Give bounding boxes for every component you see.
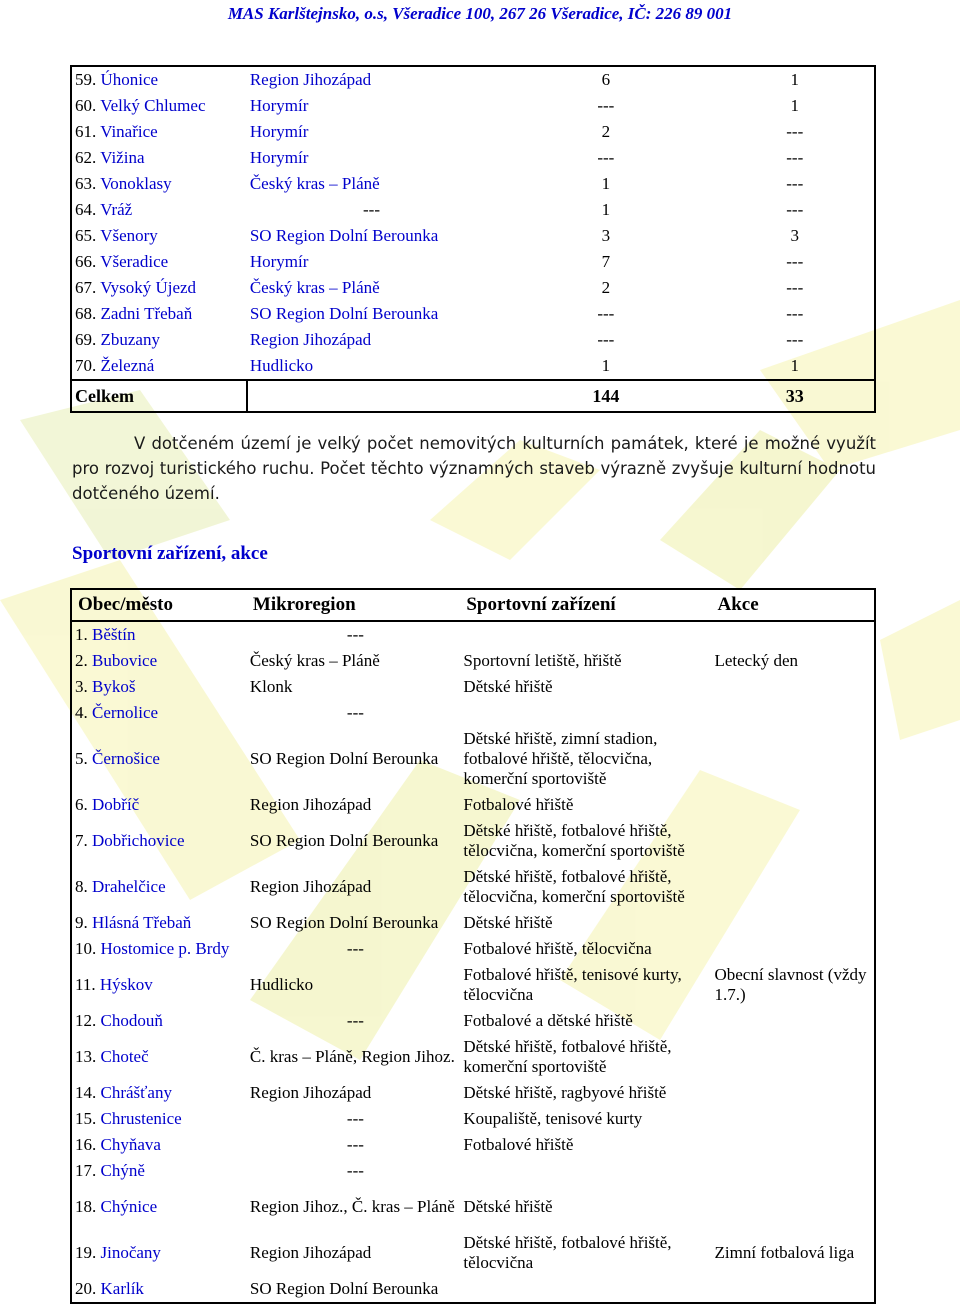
facilities-cell: Koupaliště, tenisové kurty (463, 1109, 643, 1128)
table-row (71, 275, 875, 301)
microregion-cell: --- (346, 1161, 364, 1180)
municipality-cell (71, 1230, 247, 1276)
municipality-name: Chrášťany (100, 1083, 172, 1102)
table-row (71, 1080, 875, 1106)
table-row (71, 353, 875, 380)
table-row (71, 171, 875, 197)
municipality-cell (71, 1034, 247, 1080)
count-b-cell: 1 (790, 356, 799, 375)
events-cell (711, 792, 875, 818)
events-cell: Obecní slavnost (vždy 1.7.) (714, 965, 867, 1004)
table-row (71, 145, 875, 171)
microregion-cell: SO Region Dolní Berounka (249, 1279, 439, 1298)
facilities-cell: Dětské hřiště, fotbalové hřiště, tělocvična, komerční sportoviště (463, 821, 685, 860)
municipality-name: Velký Chlumec (100, 96, 206, 115)
row-number: 2. (75, 651, 88, 670)
facilities-cell (460, 621, 711, 648)
count-a-cell: 3 (601, 226, 611, 245)
row-number: 64. (75, 200, 97, 219)
row-number: 16. (75, 1135, 97, 1154)
municipality-cell (71, 327, 247, 353)
events-cell (711, 1158, 875, 1184)
count-a-cell: 1 (601, 356, 611, 375)
row-number: 70. (75, 356, 97, 375)
municipality-name: Dobřichovice (92, 831, 185, 850)
row-number: 5. (75, 749, 88, 768)
facilities-cell: Fotbalové hřiště, tělocvična (463, 939, 652, 958)
row-number: 17. (75, 1161, 97, 1180)
municipality-cell (71, 275, 247, 301)
facilities-cell: Dětské hřiště, fotbalové hřiště, tělocvična, komerční sportoviště (463, 867, 685, 906)
row-number: 60. (75, 96, 97, 115)
row-number: 59. (75, 70, 97, 89)
facilities-cell: Dětské hřiště, fotbalové hřiště, komerční sportoviště (463, 1037, 672, 1076)
facilities-cell: Dětské hřiště, fotbalové hřiště, tělocvična (463, 1233, 672, 1272)
count-b-cell: --- (786, 122, 804, 141)
row-number: 9. (75, 913, 88, 932)
municipality-name: Chyňava (100, 1135, 161, 1154)
events-cell (711, 1276, 875, 1303)
row-number: 10. (75, 939, 97, 958)
microregion-cell: --- (346, 939, 364, 958)
municipality-cell (71, 301, 247, 327)
table-row (71, 818, 875, 864)
count-a-cell: 7 (601, 252, 611, 271)
section-heading: Sportovní zařízení, akce (72, 543, 268, 564)
municipality-cell (71, 119, 247, 145)
count-b-cell: --- (786, 330, 804, 349)
facilities-cell: Dětské hřiště (463, 677, 553, 696)
events-cell (711, 1008, 875, 1034)
municipality-name: Bykoš (92, 677, 136, 696)
events-cell: Letecký den (714, 651, 799, 670)
municipality-name: Černolice (92, 703, 159, 722)
microregion-cell: Region Jihozápad (249, 70, 372, 89)
table-row (71, 936, 875, 962)
microregion-cell: Český kras – Pláně (249, 174, 380, 193)
count-b-cell: 1 (790, 96, 799, 115)
page-header: MAS Karlštejnsko, o.s, Všeradice 100, 267 26 Všeradice, IČ: 226 89 001 (227, 4, 733, 23)
microregion-cell: --- (346, 1011, 364, 1030)
count-a-cell: --- (597, 304, 615, 323)
row-number: 6. (75, 795, 88, 814)
municipality-cell (71, 1276, 247, 1303)
paragraph-text: V dotčeném území je velký počet nemovitých kulturních památek, které je možné využít pro rozvoj turistického ruchu. Počet těchto významných staveb výrazně zvyšuje kulturní hodnotu dotčeného území. (72, 434, 876, 503)
table-header-row (71, 589, 875, 621)
microregion-cell: SO Region Dolní Berounka (249, 913, 439, 932)
microregion-cell: --- (363, 200, 380, 219)
microregion-cell: SO Region Dolní Berounka (249, 749, 439, 768)
total-value-b: 33 (715, 380, 875, 412)
row-number: 7. (75, 831, 88, 850)
table-row (71, 864, 875, 910)
microregion-cell: Český kras – Pláně (249, 278, 380, 297)
microregion-cell: SO Region Dolní Berounka (249, 831, 439, 850)
table-row (71, 700, 875, 726)
microregion-cell: Region Jihozápad (249, 1083, 372, 1102)
facilities-cell: Fotbalové hřiště (463, 795, 574, 814)
col-header-facilities: Sportovní zařízení (460, 589, 711, 621)
microregion-cell: Hudlicko (249, 975, 314, 994)
municipality-name: Hýskov (99, 975, 153, 994)
municipality-name: Karlík (100, 1279, 144, 1298)
row-number: 11. (75, 975, 96, 994)
row-number: 20. (75, 1279, 97, 1298)
microregion-cell: --- (346, 703, 364, 722)
row-number: 3. (75, 677, 88, 696)
table-row (71, 301, 875, 327)
municipality-name: Chrustenice (100, 1109, 182, 1128)
table-row (71, 792, 875, 818)
municipality-cell (71, 197, 247, 223)
municipality-cell (71, 1132, 247, 1158)
count-b-cell: --- (786, 278, 804, 297)
col-header-events: Akce (711, 589, 875, 621)
col-header-microregion: Mikroregion (247, 589, 460, 621)
count-b-cell: --- (786, 252, 804, 271)
row-number: 65. (75, 226, 97, 245)
municipality-name: Drahelčice (92, 877, 166, 896)
municipality-name: Vráž (100, 200, 133, 219)
microregion-cell: Region Jihoz., Č. kras – Pláně (249, 1197, 455, 1216)
microregion-cell: Region Jihozápad (249, 877, 372, 896)
municipality-name: Dobříč (92, 795, 140, 814)
table-row (71, 223, 875, 249)
municipality-cell (71, 1184, 247, 1230)
table-row (71, 1184, 875, 1230)
events-cell (711, 910, 875, 936)
municipality-name: Chýně (100, 1161, 145, 1180)
sports-table (70, 588, 876, 1304)
table-row (71, 1008, 875, 1034)
municipality-name: Úhonice (100, 70, 159, 89)
municipality-cell (71, 648, 247, 674)
table-row (71, 1276, 875, 1303)
municipality-name: Hlásná Třebaň (92, 913, 192, 932)
row-number: 67. (75, 278, 97, 297)
microregion-cell: Region Jihozápad (249, 795, 372, 814)
row-number: 4. (75, 703, 88, 722)
row-number: 63. (75, 174, 97, 193)
row-number: 62. (75, 148, 97, 167)
microregion-cell: Horymír (249, 122, 309, 141)
events-cell (711, 1106, 875, 1132)
facilities-cell (460, 700, 711, 726)
count-b-cell: --- (786, 148, 804, 167)
municipality-name: Vysoký Újezd (100, 278, 197, 297)
total-label: Celkem (71, 380, 247, 412)
municipality-name: Vižina (100, 148, 145, 167)
row-number: 8. (75, 877, 88, 896)
municipality-cell (71, 910, 247, 936)
facilities-cell: Fotbalové hřiště, tenisové kurty, tělocvična (463, 965, 682, 1004)
municipality-name: Vonoklasy (100, 174, 172, 193)
microregion-cell: --- (346, 1109, 364, 1128)
facilities-cell: Dětské hřiště, zimní stadion, fotbalové hřiště, tělocvična, komerční sportoviště (463, 729, 658, 788)
table-row (71, 1034, 875, 1080)
microregion-cell: Český kras – Pláně (249, 651, 380, 670)
municipality-cell (71, 1106, 247, 1132)
municipality-name: Černošice (92, 749, 160, 768)
microregion-cell: Horymír (249, 148, 309, 167)
count-a-cell: 2 (601, 278, 611, 297)
microregion-cell: --- (346, 625, 364, 644)
microregion-cell: --- (346, 1135, 364, 1154)
municipality-cell (71, 1008, 247, 1034)
table-row (71, 726, 875, 792)
table-row (71, 910, 875, 936)
events-cell (711, 1132, 875, 1158)
municipality-cell (71, 223, 247, 249)
row-number: 13. (75, 1047, 97, 1066)
municipality-name: Vinařice (100, 122, 158, 141)
microregion-cell: Hudlicko (249, 356, 314, 375)
row-number: 15. (75, 1109, 97, 1128)
events-cell (711, 1034, 875, 1080)
table-row (71, 327, 875, 353)
count-a-cell: --- (597, 96, 615, 115)
count-b-cell: --- (786, 200, 804, 219)
municipality-name: Bubovice (92, 651, 158, 670)
municipality-cell (71, 962, 247, 1008)
count-a-cell: --- (597, 148, 615, 167)
microregion-cell: Horymír (249, 96, 309, 115)
row-number: 14. (75, 1083, 97, 1102)
table-row (71, 197, 875, 223)
row-number: 12. (75, 1011, 97, 1030)
municipality-cell (71, 93, 247, 119)
events-cell (711, 1080, 875, 1106)
municipality-cell (71, 792, 247, 818)
municipality-name: Chýnice (100, 1197, 158, 1216)
microregion-cell: SO Region Dolní Berounka (249, 304, 439, 323)
microregion-cell: Region Jihozápad (249, 1243, 372, 1262)
table-row (71, 621, 875, 648)
municipality-cell (71, 818, 247, 864)
count-b-cell: --- (786, 304, 804, 323)
municipality-name: Všenory (100, 226, 158, 245)
table-row (71, 648, 875, 674)
events-cell: Zimní fotbalová liga (714, 1243, 855, 1262)
municipality-cell (71, 353, 247, 380)
facilities-cell (460, 1158, 711, 1184)
municipality-cell (71, 145, 247, 171)
count-a-cell: --- (597, 330, 615, 349)
municipality-cell (71, 1158, 247, 1184)
total-row (71, 380, 875, 412)
municipality-cell (71, 700, 247, 726)
table-row (71, 1106, 875, 1132)
events-cell (711, 936, 875, 962)
municipality-name: Choteč (100, 1047, 149, 1066)
events-cell (711, 674, 875, 700)
count-b-cell: 1 (790, 70, 799, 89)
facilities-cell: Dětské hřiště (463, 1197, 553, 1216)
municipality-name: Všeradice (100, 252, 169, 271)
municipality-cell (71, 936, 247, 962)
microregion-cell: Horymír (249, 252, 309, 271)
facilities-cell: Dětské hřiště, ragbyové hřiště (463, 1083, 667, 1102)
municipality-name: Železná (100, 356, 155, 375)
table-row (71, 674, 875, 700)
row-number: 69. (75, 330, 97, 349)
body-paragraph (72, 431, 876, 506)
total-value-a: 144 (496, 380, 715, 412)
facilities-cell: Sportovní letiště, hřiště (463, 651, 622, 670)
municipality-cell (71, 674, 247, 700)
count-a-cell: 6 (601, 70, 611, 89)
microregion-cell: Region Jihozápad (249, 330, 372, 349)
municipality-name: Zbuzany (100, 330, 160, 349)
col-header-municipality: Obec/město (71, 589, 247, 621)
municipality-name: Jinočany (100, 1243, 161, 1262)
table-row (71, 962, 875, 1008)
row-number: 1. (75, 625, 88, 644)
municipality-name: Chodouň (100, 1011, 163, 1030)
facilities-cell: Dětské hřiště (463, 913, 553, 932)
table-row (71, 249, 875, 275)
events-cell (711, 818, 875, 864)
row-number: 18. (75, 1197, 97, 1216)
events-cell (711, 1184, 875, 1230)
municipality-cell (71, 249, 247, 275)
events-cell (711, 864, 875, 910)
microregion-cell: SO Region Dolní Berounka (249, 226, 439, 245)
municipality-cell (71, 66, 247, 93)
municipality-cell (71, 171, 247, 197)
table-row (71, 1132, 875, 1158)
count-a-cell: 1 (601, 200, 611, 219)
municipality-cell (71, 864, 247, 910)
row-number: 61. (75, 122, 97, 141)
monuments-table (70, 65, 876, 413)
municipality-name: Běštín (92, 625, 136, 644)
facilities-cell (460, 1276, 711, 1303)
facilities-cell: Fotbalové a dětské hřiště (463, 1011, 633, 1030)
row-number: 66. (75, 252, 97, 271)
facilities-cell: Fotbalové hřiště (463, 1135, 574, 1154)
count-a-cell: 2 (601, 122, 611, 141)
municipality-name: Zadni Třebaň (100, 304, 193, 323)
count-b-cell: --- (786, 174, 804, 193)
microregion-cell: Č. kras – Pláně, Region Jihoz. (249, 1047, 455, 1066)
municipality-cell (71, 726, 247, 792)
municipality-cell (71, 1080, 247, 1106)
count-b-cell: 3 (790, 226, 799, 245)
table-row (71, 66, 875, 93)
microregion-cell: Klonk (249, 677, 293, 696)
municipality-name: Hostomice p. Brdy (100, 939, 230, 958)
table-row (71, 1230, 875, 1276)
municipality-cell (71, 621, 247, 648)
events-cell (711, 700, 875, 726)
row-number: 68. (75, 304, 97, 323)
events-cell (711, 726, 875, 792)
table-row (71, 119, 875, 145)
table-row (71, 93, 875, 119)
count-a-cell: 1 (601, 174, 611, 193)
table-row (71, 1158, 875, 1184)
events-cell (711, 621, 875, 648)
row-number: 19. (75, 1243, 97, 1262)
